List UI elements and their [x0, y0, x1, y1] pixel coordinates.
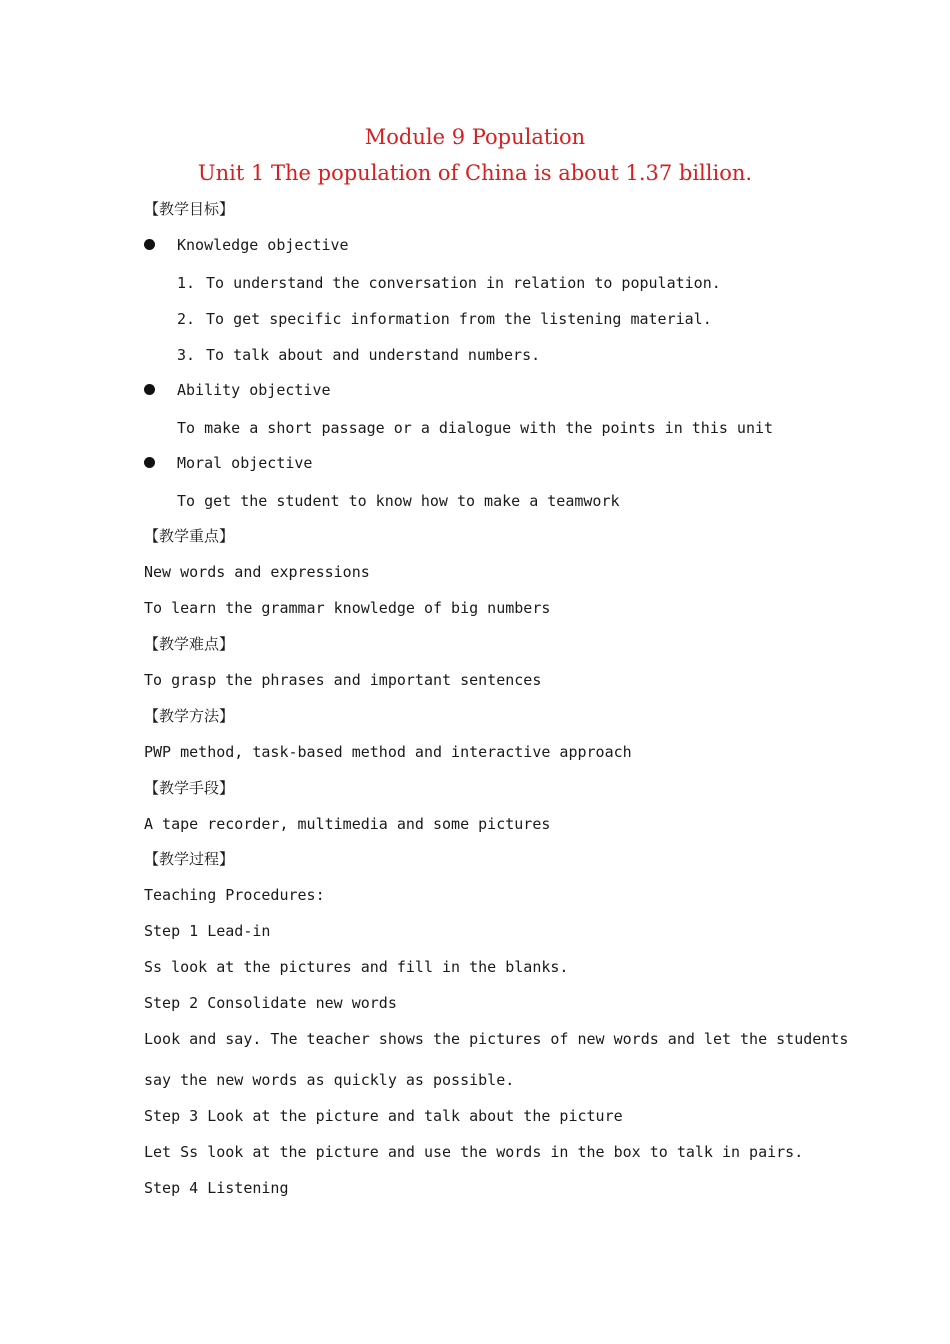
ability-objective-label: Ability objective: [177, 381, 331, 399]
knowledge-item-text: To talk about and understand numbers.: [206, 346, 541, 364]
procedure-line: Step 2 Consolidate new words: [144, 994, 397, 1012]
key-point-item: To learn the grammar knowledge of big numbers: [144, 599, 551, 617]
difficult-points-text: To grasp the phrases and important sentences: [144, 671, 542, 689]
bullet-icon: [144, 239, 155, 250]
bullet-icon: [144, 457, 155, 468]
page-title: Module 9 Population: [364, 125, 586, 149]
procedure-line: say the new words as quickly as possible.: [144, 1071, 515, 1089]
knowledge-item-number: 1.: [177, 274, 196, 292]
means-heading: 【教学手段】: [144, 779, 235, 797]
key-points-heading: 【教学重点】: [144, 527, 235, 545]
methods-heading: 【教学方法】: [144, 707, 235, 725]
page-subtitle: Unit 1 The population of China is about 1.37 billion.: [197, 161, 753, 185]
procedure-line: Step 1 Lead-in: [144, 922, 271, 940]
process-heading: 【教学过程】: [144, 850, 235, 868]
methods-text: PWP method, task-based method and interactive approach: [144, 743, 632, 761]
moral-objective-text: To get the student to know how to make a teamwork: [177, 492, 620, 510]
moral-objective-label: Moral objective: [177, 454, 313, 472]
procedure-line: Look and say. The teacher shows the pictures of new words and let the students: [144, 1030, 849, 1048]
procedure-line: Ss look at the pictures and fill in the blanks.: [144, 958, 569, 976]
procedure-line: Let Ss look at the picture and use the words in the box to talk in pairs.: [144, 1143, 804, 1161]
knowledge-item-number: 3.: [177, 346, 196, 364]
procedure-line: Teaching Procedures:: [144, 886, 325, 904]
bullet-icon: [144, 384, 155, 395]
difficult-points-heading: 【教学难点】: [144, 635, 235, 653]
knowledge-item-text: To get specific information from the listening material.: [206, 310, 712, 328]
knowledge-objective-label: Knowledge objective: [177, 236, 349, 254]
key-point-item: New words and expressions: [144, 563, 370, 581]
knowledge-item-number: 2.: [177, 310, 196, 328]
objectives-heading: 【教学目标】: [144, 200, 235, 218]
procedure-line: Step 3 Look at the picture and talk about the picture: [144, 1107, 623, 1125]
means-text: A tape recorder, multimedia and some pictures: [144, 815, 551, 833]
knowledge-item-text: To understand the conversation in relation to population.: [206, 274, 721, 292]
ability-objective-text: To make a short passage or a dialogue with the points in this unit: [177, 419, 774, 437]
procedure-line: Step 4 Listening: [144, 1179, 289, 1197]
